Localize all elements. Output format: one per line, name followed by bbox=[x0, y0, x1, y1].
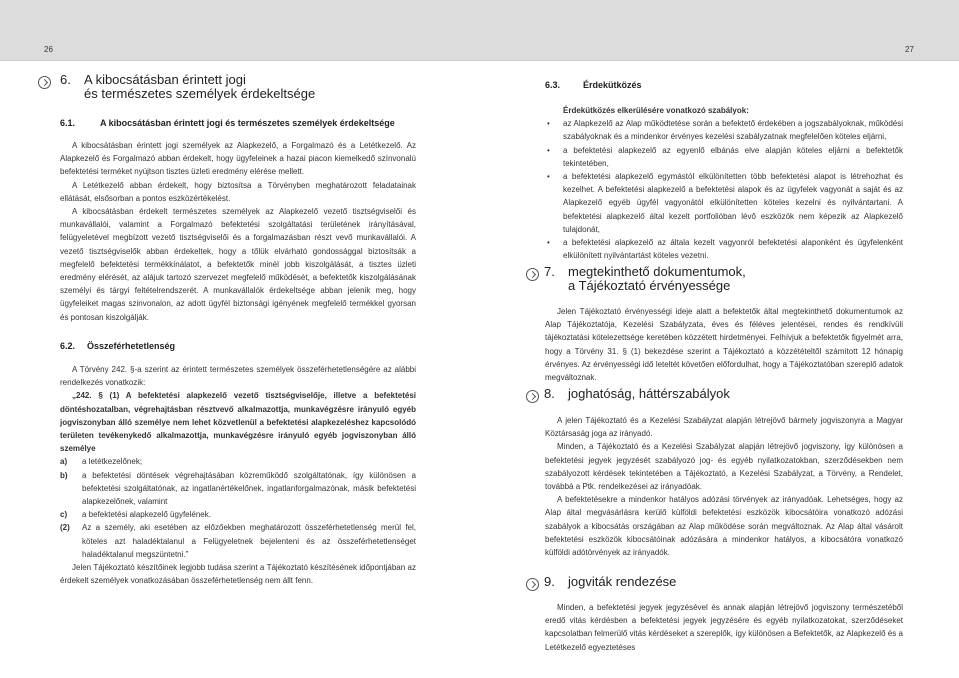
arrow-right-circle-icon bbox=[526, 268, 539, 281]
law-quote: „242. § (1) A befektetési alapkezelő vezető tisztségviselője, illetve a befektetési döntéshozatalban, végrehajtásban résztvevő alkalmazottja, munkavégzésre irányuló egyéb jogviszonyban álló személye nem lehet közvetlenül a befektetési alapkezeléshez kapcsolódó területen tevékenykedő alkalmazottja, munkavégzésre irányuló egyéb jogviszonyban álló személye bbox=[60, 391, 416, 454]
section-9-heading bbox=[526, 575, 676, 591]
paragraph: A kibocsátásban érintett jogi személyek az Alapkezelő, a Forgalmazó és a Letétkezelő. Az Alapkezelő és Forgalmazó abban érdekelt, hogy ügyfeleinek a hazai piacon kiemelkedő színvonalú befektetési terméket nyújtson tisztes üzleti eredmény elérése mellett. bbox=[60, 141, 416, 177]
list-item: a) a letétkezelőnek; bbox=[60, 457, 143, 467]
section-number: 9. bbox=[544, 574, 555, 589]
section-title-line1: A kibocsátásban érintett jogi bbox=[84, 72, 246, 87]
arrow-right-circle-icon bbox=[38, 76, 51, 89]
section-number: 7. bbox=[544, 264, 555, 279]
subsection-6-3-heading bbox=[545, 80, 642, 90]
section-8-heading bbox=[526, 387, 730, 403]
paragraph: Minden, a befektetési jegyek jegyzésével és annak alapján létrejövő jogviszony természetéből eredő vitás kérdésben a befektetési jegyek jegyzésére és egyéb nyilatkozatokat, szerződéseket kapcsolatban felmerülő vitás kérdéseket a szereplők, így különösen a Befektetők, az Alapkezelő és a Letétkezelő egyeztetéses bbox=[545, 603, 903, 652]
header-divider bbox=[0, 60, 959, 61]
subsection-title: Összeférhetetlenség bbox=[87, 341, 176, 351]
subsection-title: Érdekütközés bbox=[583, 80, 642, 90]
right-column-body bbox=[545, 104, 903, 262]
section-number: 8. bbox=[544, 386, 555, 401]
bullet-item: • az Alapkezelő az Alap működtetése során a befektető érdekében a jogszabályoknak, működési szabályoknak és a mindenkor érvényes kezelési szabályzatnak megfelelően köteles eljárni, bbox=[545, 117, 903, 143]
subsection-number: 6.2. bbox=[60, 341, 76, 351]
list-item: b) a befektetési döntések végrehajtásában közreműködő szolgáltatónak, így különösen a befektetési szolgáltatónak, az ingatlanértékelőnek, ingatlanforgalmazónak, másik befektetési alapkezelőnek, valamint bbox=[60, 470, 416, 507]
paragraph: Jelen Tájékoztató érvényességi ideje alatt a befektetők által megtekinthető dokumentumok az Alap Tájékoztatója, Kezelési Szabályzata, éves és féléves jelentései, rendes és rendkívüli tájékoztatási kötelezettsége keretében közzétett hirdetményei. Felhívjuk a befektetők figyelmét arra, hogy a Törvény 31. § (1) bekezdése szerint a Tájékoztató a közzétételtől számított 12 hónapig érvényes. Az érvényességi idő leteltét követően előfordulhat, hogy a Tájékoztatóban szereplő adatok megváltoznak. bbox=[545, 307, 903, 383]
section-number: 6. bbox=[60, 72, 71, 87]
page-number-right: 27 bbox=[905, 45, 914, 54]
section-title: joghatóság, háttérszabályok bbox=[568, 386, 730, 401]
subsection-number: 6.3. bbox=[545, 80, 561, 90]
section-7-heading bbox=[526, 265, 746, 293]
list-item: c) a befektetési alapkezelő ügyfelének. bbox=[60, 510, 211, 520]
section-title-line2: a Tájékoztató érvényessége bbox=[568, 278, 731, 293]
section-title-line1: megtekinthető dokumentumok, bbox=[568, 264, 746, 279]
subsection-title: A kibocsátásban érintett jogi és természetes személyek érdekeltsége bbox=[100, 118, 395, 128]
section-title: jogviták rendezése bbox=[568, 574, 677, 589]
paragraph: A kibocsátásban érdekelt természetes személyek az Alapkezelő vezető tisztségviselői és munkavállalói, valamint a Forgalmazó befektetési szolgáltatási területének irányításával, felügyeletével megbízott vezető tisztségviselői és a forgalmazásban részt vevő munkavállalói. A vezető tisztségviselők abban érdekeltek, hogy a tőlük elvárható gondossággal biztosítsák a megfelelő befektetési termékkínálatot, a befektetők minél jobb kiszolgálását, a tisztes üzleti eredmény elérését, az alájuk tartozó szervezet megfelelő működését, a befektetők kiszolgálásának személyi és tárgyi feltételrendszerét. A munkavállalók érdekeltsége abban jelenik meg, hogy ügyfeleiket magas szinvonalon, az adott ügyfél biztonsági igényének megfelelő termékkel gyorsan és pontosan kiszolgálják. bbox=[60, 207, 416, 322]
subsection-number: 6.1. bbox=[60, 118, 76, 128]
subsection-6-2-heading bbox=[60, 341, 175, 351]
paragraph: A befektetésekre a mindenkor hatályos adózási törvények az irányadóak. Lehetséges, hogy az Alap által megvásárlásra kerülő külföldi befektetési eszközök kibocsátóira vonatkozó adózási szabályok a kibocsátás országában az Alap működése során megváltoznak. Az Alap által vásárolt befektetési eszközök kibocsátóinak adózására a mindenkor hatályos, a kibocsátóra vonatkozó külföldi adótörvények az irányadók. bbox=[545, 495, 903, 558]
page-number-left: 26 bbox=[44, 45, 53, 54]
paragraph: Minden, a Tájékoztató és a Kezelési Szabályzat alapján létrejövő jogviszony, így különösen a befektetési jegyek jegyzését szabályozó jog- és egyéb nyilatkozatokban, szerződésekben nem szabályozott kérdések tekintetében a Tájékoztató, a Kezelési Szabályzat, a Törvény, a Rendelet, továbbá a Ptk. rendelkezései az irányadóak. bbox=[545, 442, 903, 492]
lead-text: Érdekütközés elkerülésére vonatkozó szabályok: bbox=[563, 106, 749, 115]
section-8-body bbox=[545, 414, 903, 559]
paragraph: A Letétkezelő abban érdekelt, hogy biztosítsa a Törvényben meghatározott feladatainak ellátását, elsősorban a pontos eszközértékelést. bbox=[60, 180, 416, 203]
paragraph: Jelen Tájékoztató készítőinek legjobb tudása szerint a Tájékoztató készítésének időpontjában az érdekelt személyek vonatkozásában összeférhetetlenség nem állt fenn. bbox=[60, 563, 416, 586]
section-title-line2: és természetes személyek érdekeltsége bbox=[84, 86, 316, 101]
page-header-band bbox=[0, 0, 959, 60]
section-7-body bbox=[545, 305, 903, 384]
subsection-6-1-heading bbox=[60, 118, 395, 128]
paragraph: A jelen Tájékoztató és a Kezelési Szabályzat alapján létrejövő bármely jogviszonyra a Magyar Köztársaság joga az irányadó. bbox=[545, 416, 903, 439]
paragraph: A Törvény 242. §-a szerint az érintett természetes személyek összeférhetetlenségére az alábbi rendelkezés vonatkozik: bbox=[60, 365, 416, 388]
bullet-item: • a befektetési alapkezelő egymástól elkülönítetten több befektetési alapot is létrehozhat és kezelhet. A befektetési alapkezelő a befektetési alapok és az ügyfelek vagyonát a saját és az Alapkezelő egyéb ügyfél vagyonától elkülönítetten köteles kezelni és nyilvántartani. A befektetési alapkezelő által kezelt portfolióban lévő eszközök nem képezik az Alapkezelő tulajdonát, bbox=[545, 170, 903, 236]
left-column-body bbox=[60, 139, 416, 324]
section-6-heading bbox=[38, 73, 315, 101]
bullet-item: • a befektetési alapkezelő az általa kezelt vagyonról befektetési alaponként és ügyfelenként elkülönített nyilvántartást köteles vezetni. bbox=[545, 236, 903, 262]
bullet-item: • a befektetési alapkezelő az egyenlő elbánás elve alapján köteles eljárni a befektetők tekintetében, bbox=[545, 144, 903, 170]
list-item: (2) Az a személy, aki esetében az előzőekben meghatározott összeférhetetlenség merül fel, köteles azt haladéktalanul a Felügyeletnek bejelenteni és az összeférhetetlenséget haladéktalanul megszüntetni.” bbox=[60, 523, 416, 559]
arrow-right-circle-icon bbox=[526, 578, 539, 591]
arrow-right-circle-icon bbox=[526, 390, 539, 403]
section-9-body bbox=[545, 601, 903, 654]
left-column-body-2 bbox=[60, 363, 416, 587]
